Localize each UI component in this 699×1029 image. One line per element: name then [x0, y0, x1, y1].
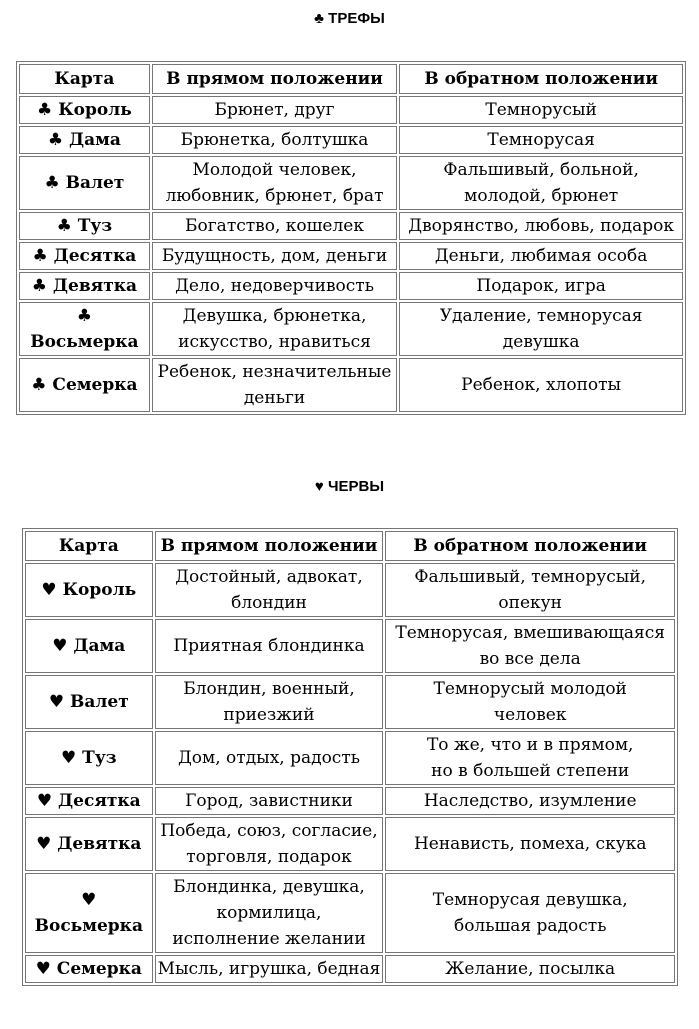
clubs-header-row — [19, 64, 683, 94]
hearts-table-row — [25, 563, 675, 617]
upright-meaning — [155, 873, 384, 953]
upright-meaning-line: Победа, союз, согласие, — [160, 821, 378, 841]
upright-meaning-line: Дело, недоверчивость — [175, 276, 374, 296]
card-name: ♥ Десятка — [25, 787, 153, 815]
reversed-meaning — [385, 817, 675, 871]
card-name: ♥ Семерка — [25, 955, 153, 983]
card-name: ♥ Король — [25, 563, 153, 617]
upright-meaning-line: деньги — [243, 388, 306, 408]
card-name: ♣ Туз — [19, 212, 150, 240]
clubs-table-row — [19, 302, 683, 356]
card-name: ♣ Король — [19, 96, 150, 124]
reversed-meaning-line: Темнорусая девушка, — [432, 890, 628, 910]
card-name: ♣ Восьмерка — [19, 302, 150, 356]
upright-meaning-line: Брюнетка, болтушка — [180, 130, 369, 150]
reversed-meaning — [385, 787, 675, 815]
clubs-table-row — [19, 96, 683, 124]
clubs-section-title: ♣ ТРЕФЫ — [314, 10, 385, 27]
reversed-meaning-line: большая радость — [453, 916, 607, 936]
upright-meaning — [152, 272, 397, 300]
reversed-meaning — [399, 242, 683, 270]
card-name: ♥ Туз — [25, 731, 153, 785]
clubs-table-row — [19, 126, 683, 154]
upright-meaning-line: Блондинка, девушка, — [173, 877, 365, 897]
hearts-header-row — [25, 531, 675, 561]
reversed-meaning-line: Темнорусая, вмешивающаяся — [395, 623, 666, 643]
reversed-meaning-line: опекун — [498, 593, 562, 613]
upright-meaning-line: Город, завистники — [185, 791, 353, 811]
upright-meaning-line: Будущность, дом, деньги — [161, 246, 388, 266]
reversed-meaning-line: Дворянство, любовь, подарок — [408, 216, 674, 236]
reversed-meaning-line: Наследство, изумление — [423, 791, 637, 811]
card-name: ♣ Валет — [19, 156, 150, 210]
card-name: ♣ Десятка — [19, 242, 150, 270]
hearts-table-row — [25, 787, 675, 815]
hearts-table-row — [25, 731, 675, 785]
reversed-meaning-line: Удаление, темнорусая — [439, 306, 643, 326]
reversed-meaning — [399, 96, 683, 124]
reversed-meaning-line: Фальшивый, темнорусый, — [414, 567, 646, 587]
upright-meaning — [155, 619, 384, 673]
upright-meaning — [155, 955, 384, 983]
upright-meaning-line: Девушка, брюнетка, — [182, 306, 367, 326]
upright-meaning — [152, 156, 397, 210]
clubs-table-row — [19, 212, 683, 240]
upright-meaning-line: кормилица, — [216, 903, 322, 923]
hearts-header-card: Карта — [25, 531, 153, 561]
clubs-table-row — [19, 242, 683, 270]
reversed-meaning-line: Темнорусый молодой — [433, 679, 627, 699]
upright-meaning-line: блондин — [231, 593, 307, 613]
reversed-meaning-line: девушка — [502, 332, 580, 352]
clubs-header-reversed: В обратном положении — [399, 64, 683, 94]
reversed-meaning-line: Темнорусая — [487, 130, 595, 150]
upright-meaning-line: торговля, подарок — [186, 847, 352, 867]
upright-meaning — [152, 242, 397, 270]
clubs-table — [16, 61, 686, 415]
upright-meaning — [152, 126, 397, 154]
reversed-meaning — [385, 619, 675, 673]
reversed-meaning-line: То же, что и в прямом, — [426, 735, 634, 755]
clubs-header-upright: В прямом положении — [152, 64, 397, 94]
reversed-meaning — [399, 212, 683, 240]
card-name: ♥ Валет — [25, 675, 153, 729]
upright-meaning-line: Богатство, кошелек — [185, 216, 364, 236]
reversed-meaning — [399, 302, 683, 356]
card-name: ♣ Дама — [19, 126, 150, 154]
upright-meaning-line: исполнение желании — [172, 929, 366, 949]
reversed-meaning-line: Темнорусый — [485, 100, 597, 120]
upright-meaning — [155, 731, 384, 785]
upright-meaning — [155, 563, 384, 617]
reversed-meaning-line: Фальшивый, больной, — [443, 160, 639, 180]
hearts-table-row — [25, 619, 675, 673]
upright-meaning — [155, 675, 384, 729]
upright-meaning — [155, 817, 384, 871]
upright-meaning-line: Достойный, адвокат, — [175, 567, 363, 587]
reversed-meaning — [399, 272, 683, 300]
reversed-meaning — [399, 126, 683, 154]
hearts-header-reversed: В обратном положении — [385, 531, 675, 561]
reversed-meaning — [385, 675, 675, 729]
reversed-meaning — [399, 156, 683, 210]
hearts-section-title: ♥ ЧЕРВЫ — [314, 478, 385, 495]
upright-meaning-line: Ребенок, незначительные — [157, 362, 392, 382]
upright-meaning-line: любовник, брюнет, брат — [165, 186, 384, 206]
upright-meaning — [152, 302, 397, 356]
reversed-meaning-line: Ненависть, помеха, скука — [413, 834, 647, 854]
hearts-table-row — [25, 955, 675, 983]
reversed-meaning-line: Подарок, игра — [476, 276, 606, 296]
upright-meaning-line: Мысль, игрушка, бедная — [157, 959, 381, 979]
reversed-meaning — [385, 563, 675, 617]
clubs-table-row — [19, 156, 683, 210]
hearts-table-row — [25, 675, 675, 729]
upright-meaning-line: Дом, отдых, радость — [177, 748, 360, 768]
reversed-meaning-line: человек — [493, 705, 567, 725]
upright-meaning-line: приезжий — [223, 705, 315, 725]
clubs-header-card: Карта — [19, 64, 150, 94]
hearts-header-upright: В прямом положении — [155, 531, 384, 561]
upright-meaning — [152, 358, 397, 412]
upright-meaning-line: искусство, нравиться — [178, 332, 371, 352]
upright-meaning — [155, 787, 384, 815]
hearts-table-row — [25, 817, 675, 871]
reversed-meaning — [385, 955, 675, 983]
card-name: ♥ Восьмерка — [25, 873, 153, 953]
upright-meaning-line: Молодой человек, — [192, 160, 357, 180]
upright-meaning-line: Блондин, военный, — [183, 679, 355, 699]
reversed-meaning-line: Ребенок, хлопоты — [461, 375, 622, 395]
upright-meaning — [152, 212, 397, 240]
card-name: ♣ Семерка — [19, 358, 150, 412]
reversed-meaning-line: но в большей степени — [431, 761, 630, 781]
clubs-table-row — [19, 358, 683, 412]
reversed-meaning-line: Желание, посылка — [445, 959, 616, 979]
upright-meaning-line: Приятная блондинка — [173, 636, 365, 656]
reversed-meaning-line: Деньги, любимая особа — [434, 246, 648, 266]
reversed-meaning-line: во все дела — [479, 649, 581, 669]
card-name: ♣ Девятка — [19, 272, 150, 300]
reversed-meaning — [399, 358, 683, 412]
reversed-meaning — [385, 873, 675, 953]
hearts-table-row — [25, 873, 675, 953]
card-name: ♥ Дама — [25, 619, 153, 673]
hearts-table — [22, 528, 678, 986]
clubs-table-row — [19, 272, 683, 300]
reversed-meaning — [385, 731, 675, 785]
upright-meaning-line: Брюнет, друг — [214, 100, 335, 120]
reversed-meaning-line: молодой, брюнет — [464, 186, 619, 206]
upright-meaning — [152, 96, 397, 124]
card-name: ♥ Девятка — [25, 817, 153, 871]
